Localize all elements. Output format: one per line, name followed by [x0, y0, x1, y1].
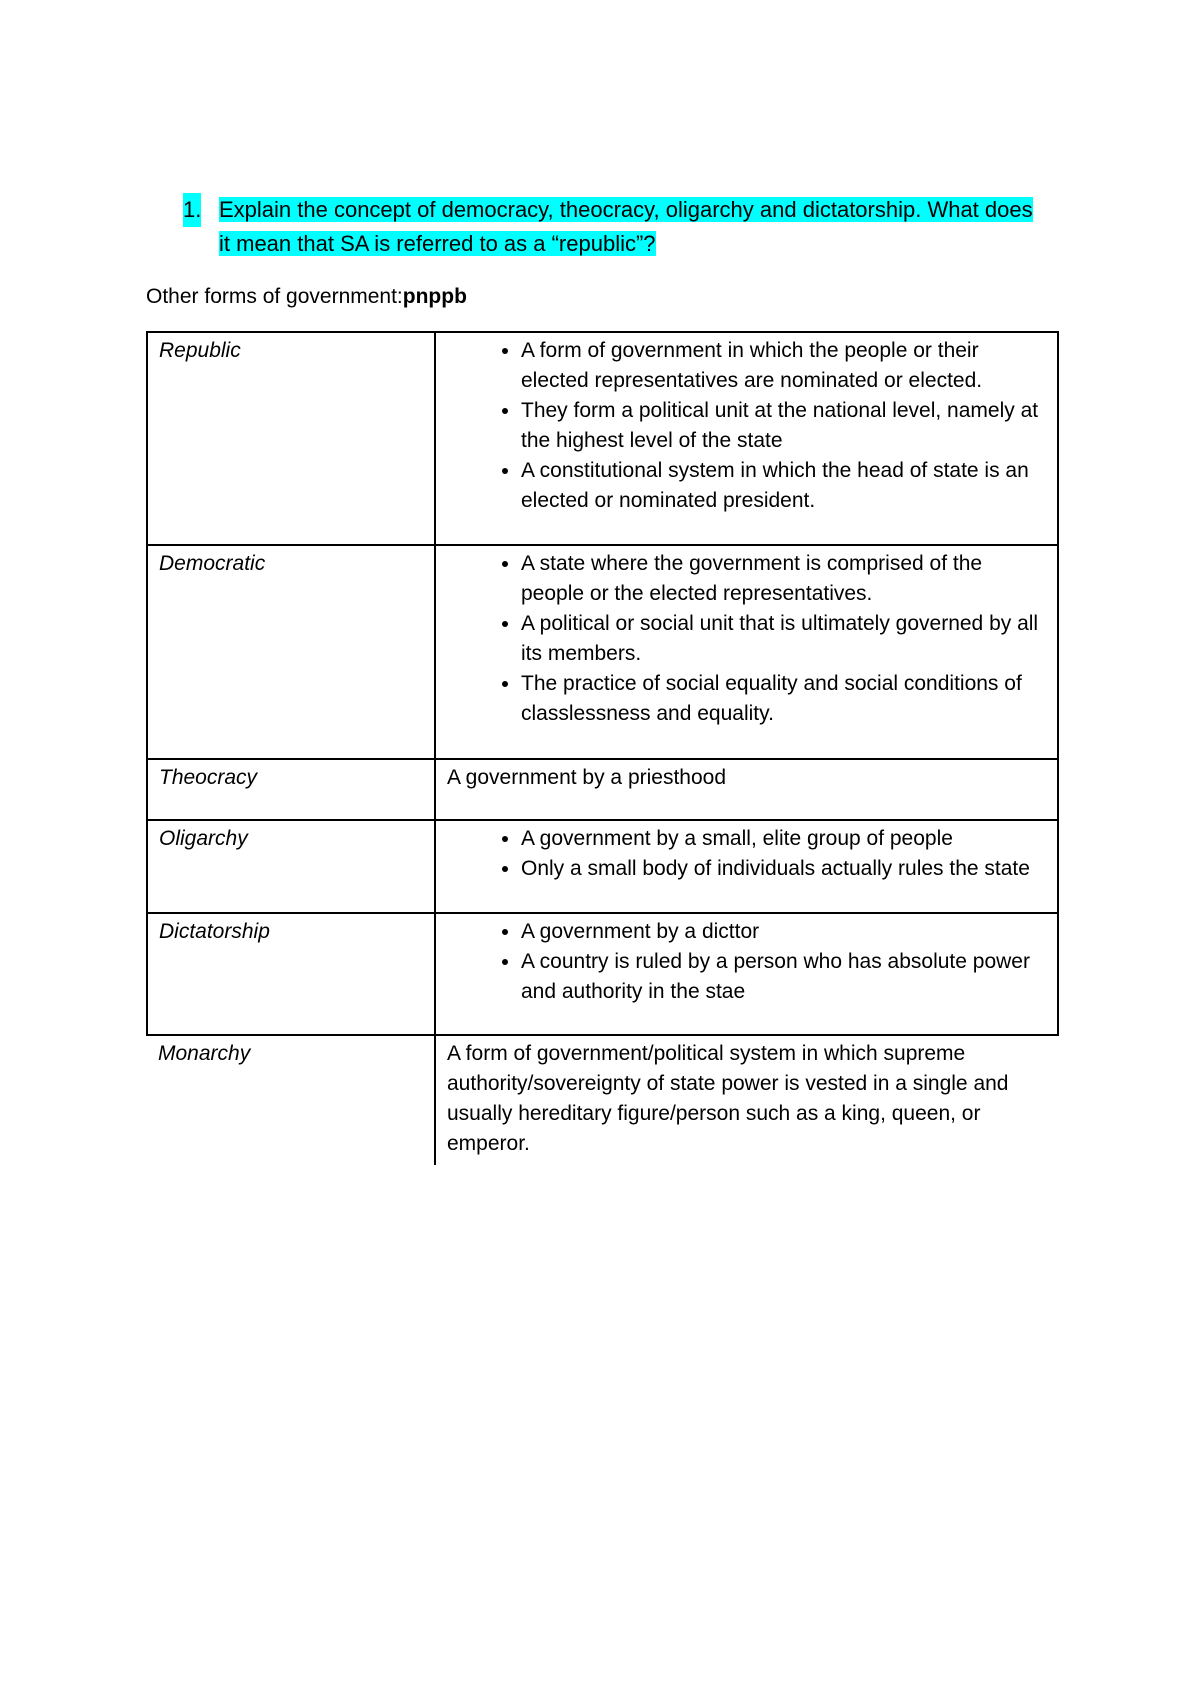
term-cell: Oligarchy	[147, 820, 435, 913]
term-cell: Democratic	[147, 545, 435, 759]
definition-cell	[435, 545, 1058, 759]
list-item: • The practice of social equality and social conditions of classlessness and equality.	[521, 669, 1047, 729]
term-cell: Monarchy	[158, 1042, 251, 1065]
table-row	[147, 545, 1058, 759]
bullet-list	[447, 549, 1047, 729]
bullet-list	[447, 917, 1047, 1007]
bullet-list	[447, 824, 1047, 884]
list-item: • They form a political unit at the national level, namely at the highest level of the state	[521, 396, 1047, 456]
list-item: • A government by a small, elite group of people	[521, 824, 1047, 854]
question-text: Explain the concept of democracy, theocracy, oligarchy and dictatorship. What does it mean that SA is referred to as a “republic”?	[219, 197, 1033, 256]
definition-cell	[435, 820, 1058, 913]
list-item: • Only a small body of individuals actually rules the state	[521, 854, 1047, 884]
term-cell: Dictatorship	[147, 913, 435, 1035]
table-row	[147, 332, 1058, 545]
list-item: • A country is ruled by a person who has absolute power and authority in the stae	[521, 947, 1047, 1007]
intro-line	[146, 283, 467, 311]
definition-cell	[435, 332, 1058, 545]
bullet-list	[447, 336, 1047, 516]
term-cell: Republic	[147, 332, 435, 545]
definition-cell	[435, 913, 1058, 1035]
table-row	[147, 820, 1058, 913]
intro-label: Other forms of government:	[146, 285, 403, 308]
definition-cell: A form of government/political system in which supreme authority/sovereignty of state power is vested in a single and usually hereditary figure/person such as a king, queen, or emperor.	[435, 1035, 1058, 1165]
list-item: • A government by a dicttor	[521, 917, 1047, 947]
table-row	[147, 1035, 1058, 1165]
question-heading	[183, 193, 1043, 261]
definition-cell: A government by a priesthood	[435, 759, 1058, 820]
list-item: • A form of government in which the people or their elected representatives are nominated or elected.	[521, 336, 1047, 396]
forms-of-government-table	[146, 331, 1059, 1165]
intro-suffix: pnppb	[402, 285, 467, 308]
table-row	[147, 913, 1058, 1035]
question-number: 1.	[183, 193, 201, 227]
term-cell: Theocracy	[147, 759, 435, 820]
list-item: • A constitutional system in which the head of state is an elected or nominated president.	[521, 456, 1047, 516]
list-item: • A political or social unit that is ultimately governed by all its members.	[521, 609, 1047, 669]
list-item: • A state where the government is comprised of the people or the elected representatives.	[521, 549, 1047, 609]
table-row	[147, 759, 1058, 820]
